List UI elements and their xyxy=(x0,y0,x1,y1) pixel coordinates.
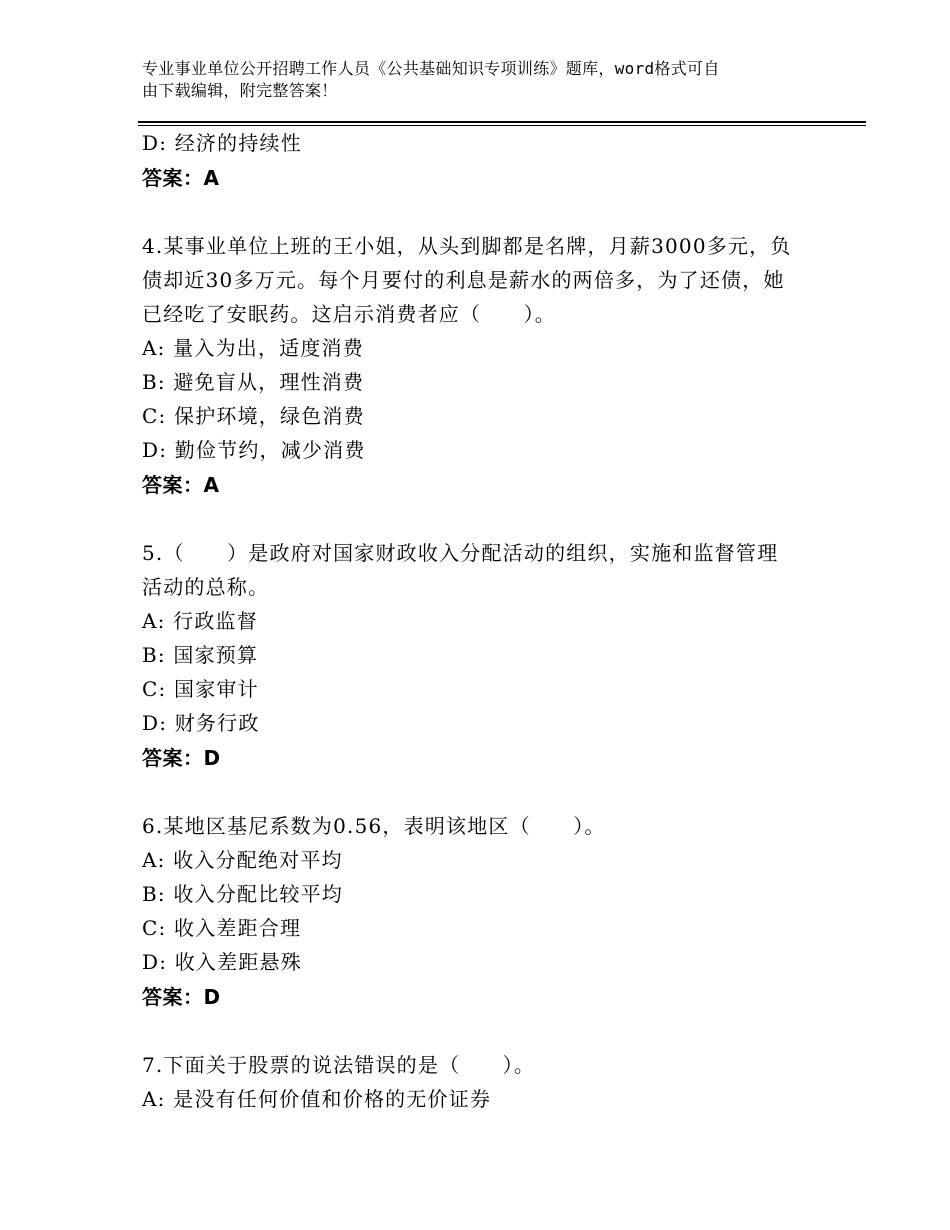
question-stem: 6.某地区基尼系数为0.56，表明该地区（ ）。 xyxy=(142,814,606,838)
option-d: D: 勤俭节约，减少消费 xyxy=(142,438,366,462)
option-b: B: 避免盲从，理性消费 xyxy=(142,370,365,394)
question-stem: 7.下面关于股票的说法错误的是（ ）。 xyxy=(142,1053,536,1077)
option-d: D: 收入差距悬殊 xyxy=(142,950,302,974)
header-rule-thin xyxy=(138,125,866,126)
answer-label: 答案：A xyxy=(142,473,220,497)
option-b: B: 收入分配比较平均 xyxy=(142,882,343,906)
header-line-2: 由下载编辑，附完整答案！ xyxy=(142,81,338,100)
answer-label: 答案：D xyxy=(142,746,221,770)
header-title xyxy=(142,58,822,102)
option-a: A: 是没有任何价值和价格的无价证券 xyxy=(142,1087,492,1111)
option-c: C: 收入差距合理 xyxy=(142,916,302,940)
option-d: D: 经济的持续性 xyxy=(142,131,302,155)
question-stem: 4.某事业单位上班的王小姐，从头到脚都是名牌，月薪3000多元，负 xyxy=(142,234,792,258)
option-d: D: 财务行政 xyxy=(142,711,260,735)
option-c: C: 保护环境，绿色消费 xyxy=(142,404,365,428)
answer-label: 答案：A xyxy=(142,166,220,190)
option-a: A: 行政监督 xyxy=(142,609,258,633)
header-rule-thick xyxy=(138,121,866,123)
answer-label: 答案：D xyxy=(142,985,221,1009)
option-c: C: 国家审计 xyxy=(142,677,259,701)
option-b: B: 国家预算 xyxy=(142,643,259,667)
option-a: A: 量入为出，适度消费 xyxy=(142,336,364,360)
question-stem: 5.（ ）是政府对国家财政收入分配活动的组织，实施和监督管理 xyxy=(142,541,779,565)
question-stem: 活动的总称。 xyxy=(142,575,270,599)
header-line-1: 专业事业单位公开招聘工作人员《公共基础知识专项训练》题库，word格式可自 xyxy=(142,59,720,78)
option-a: A: 收入分配绝对平均 xyxy=(142,848,343,872)
question-stem: 已经吃了安眠药。这启示消费者应（ ）。 xyxy=(142,302,556,326)
question-stem: 债却近30多万元。每个月要付的利息是薪水的两倍多，为了还债，她 xyxy=(142,268,785,292)
